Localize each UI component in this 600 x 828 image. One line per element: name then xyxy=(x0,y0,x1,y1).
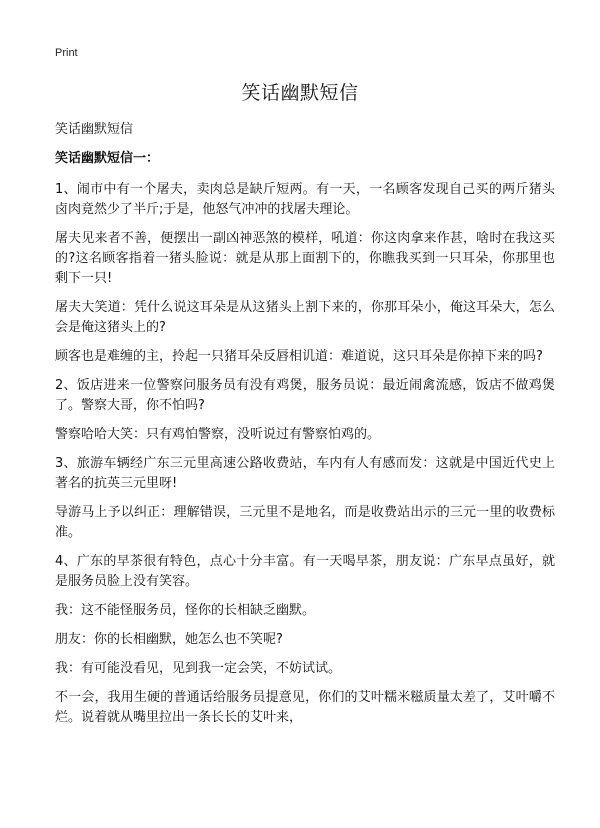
paragraph: 屠夫大笑道：凭什么说这耳朵是从这猪头上割下来的，你那耳朵小，俺这耳朵大，怎么会是俺这猪头上的? xyxy=(55,300,555,335)
document-title: 笑话幽默短信 xyxy=(241,82,359,104)
paragraph: 1、闹市中有一个屠夫，卖肉总是缺斤短两。有一天，一名顾客发现自己买的两斤猪头卤肉竟然少了半斤;于是，他怒气冲冲的找屠夫理论。 xyxy=(55,182,555,217)
paragraph: 3、旅游车辆经广东三元里高速公路收费站，车内有人有感而发：这就是中国近代史上著名的抗英三元里呀! xyxy=(55,456,555,491)
paragraph: 我：有可能没看见，见到我一定会笑，不妨试试。 xyxy=(55,661,342,676)
print-link[interactable]: Print xyxy=(55,47,78,59)
document-subtitle: 笑话幽默短信 xyxy=(55,122,134,137)
paragraph: 不一会，我用生硬的普通话给服务员提意见，你们的艾叶糯米糍质量太差了，艾叶嚼不烂。说着就从嘴里拉出一条长长的艾叶来， xyxy=(55,690,555,725)
paragraph: 2、饭店进来一位警察问服务员有没有鸡煲，服务员说：最近闹禽流感，饭店不做鸡煲了。警察大哥，你不怕吗? xyxy=(55,378,555,413)
section-heading: 笑话幽默短信一： xyxy=(55,151,160,166)
paragraph: 顾客也是难缠的主，拎起一只猪耳朵反唇相讥道：难道说，这只耳朵是你掉下来的吗? xyxy=(55,349,543,364)
paragraph: 屠夫见来者不善，便摆出一副凶神恶煞的模样，吼道：你这肉拿来作甚，啥时在我这买的?这名顾客指着一猪头脸说：就是从那上面割下的，你瞧我买到一只耳朵，你那里也剩下一只! xyxy=(55,231,555,286)
document-body xyxy=(55,120,555,737)
paragraph: 4、广东的早茶很有特色，点心十分丰富。有一天喝早茶，朋友说：广东早点虽好，就是服务员脸上没有笑容。 xyxy=(55,554,555,589)
paragraph: 导游马上予以纠正：理解错误，三元里不是地名，而是收费站出示的三元一里的收费标准。 xyxy=(55,505,555,540)
paragraph: 警察哈哈大笑：只有鸡怕警察，没听说过有警察怕鸡的。 xyxy=(55,427,381,442)
paragraph: 我：这不能怪服务员，怪你的长相缺乏幽默。 xyxy=(55,603,316,618)
paragraph: 朋友：你的长相幽默，她怎么也不笑呢? xyxy=(55,632,283,647)
